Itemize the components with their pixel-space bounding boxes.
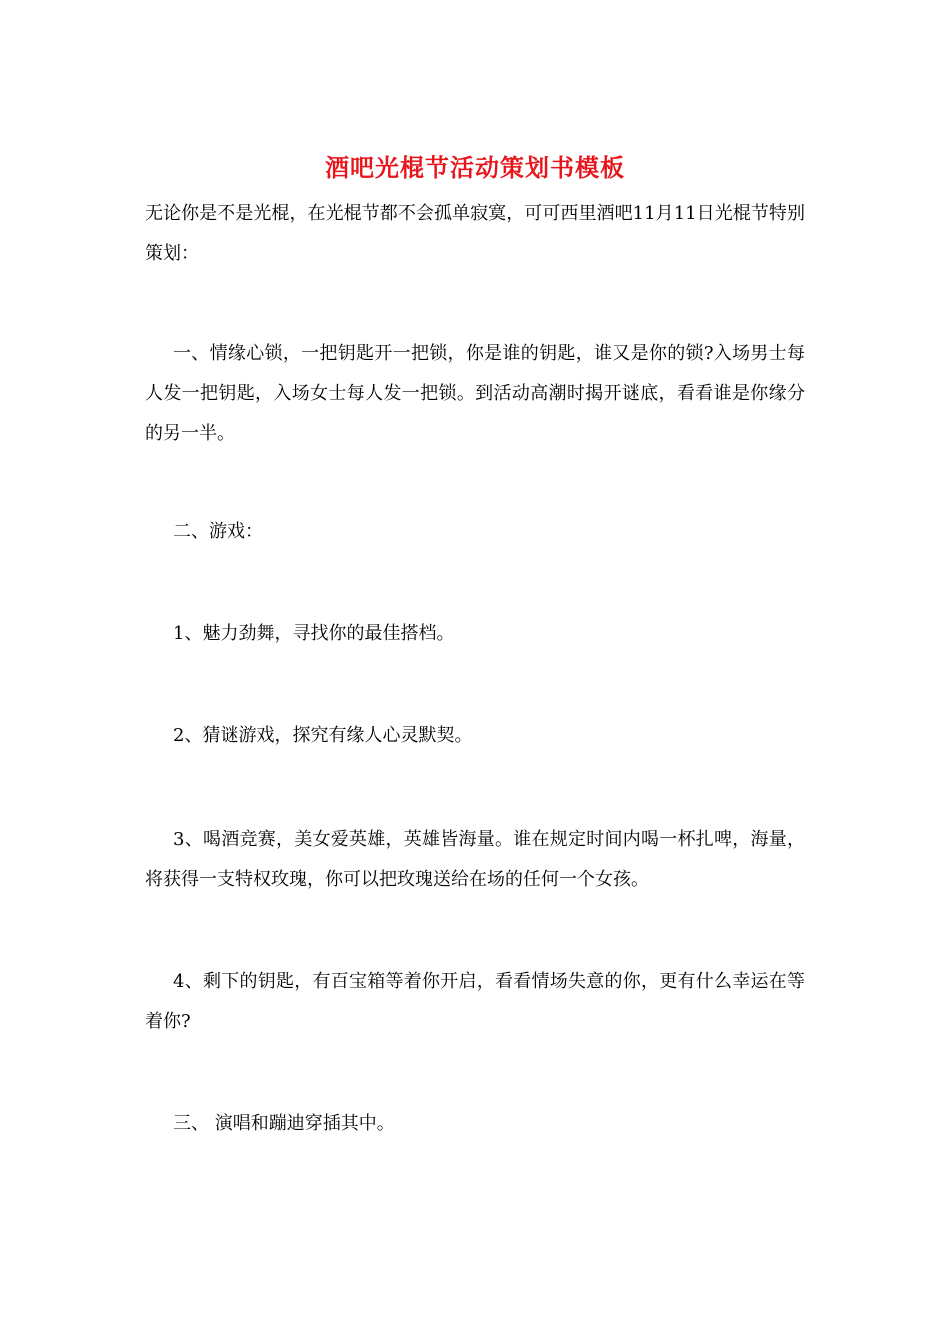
document-title: 酒吧光棍节活动策划书模板	[325, 153, 625, 182]
game-item-2: 2、猜谜游戏，探究有缘人心灵默契。	[173, 725, 473, 746]
game-item-1: 1、魅力劲舞，寻找你的最佳搭档。	[173, 623, 455, 644]
section-one-paragraph: 一、情缘心锁，一把钥匙开一把锁，你是谁的钥匙，谁又是你的锁?入场男士每人发一把钥匙，入场女士每人发一把锁。到活动高潮时揭开谜底，看看谁是你缘分的另一半。	[145, 343, 805, 444]
intro-paragraph: 无论你是不是光棍，在光棍节都不会孤单寂寞，可可西里酒吧11月11日光棍节特别策划：	[145, 203, 805, 264]
game-item-3: 3、喝酒竞赛，美女爱英雄，英雄皆海量。谁在规定时间内喝一杯扎啤，海量，将获得一支特权玫瑰，你可以把玫瑰送给在场的任何一个女孩。	[145, 829, 805, 890]
game-item-4: 4、剩下的钥匙，有百宝箱等着你开启，看看情场失意的你，更有什么幸运在等着你?	[145, 971, 805, 1032]
section-three-paragraph: 三、 演唱和蹦迪穿插其中。	[173, 1113, 395, 1134]
section-two-heading: 二、游戏：	[173, 521, 263, 542]
